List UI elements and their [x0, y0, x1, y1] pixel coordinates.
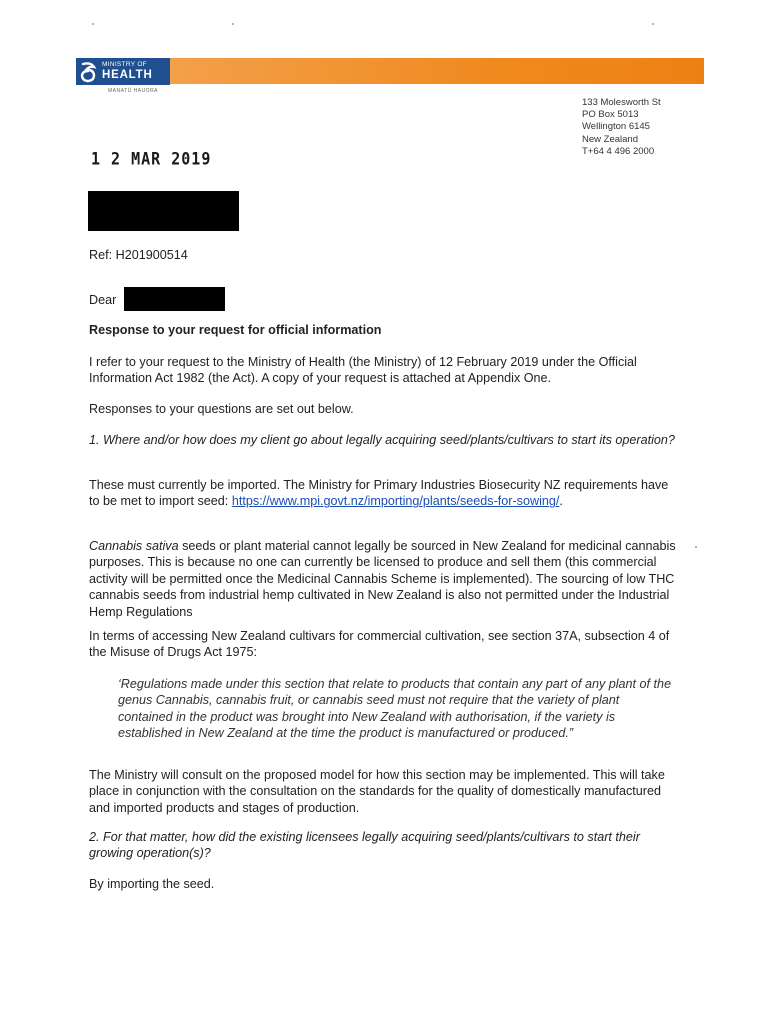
scan-speck [232, 23, 234, 25]
header-orange-band [170, 58, 704, 84]
address-line: Wellington 6145 [582, 121, 650, 133]
logo-subtitle: MANATŪ HAUORA [108, 88, 159, 94]
reference-number: Ref: H201900514 [89, 248, 188, 262]
paragraph-text: . [559, 494, 563, 509]
paragraph-responses: Responses to your questions are set out below. [89, 402, 354, 416]
address-line: PO Box 5013 [582, 109, 639, 121]
redacted-recipient-name [124, 287, 225, 311]
salutation: Dear [89, 293, 117, 307]
paragraph-answer-two: By importing the seed. [89, 877, 215, 891]
scan-speck [695, 546, 697, 548]
legislation-quote: ‘Regulations made under this section that relate to products that contain any part of any plant of the genus Cannabis, cannabis fruit, or cannabis seed must not require that the variety of plant contained in the product was brought into New Zealand with authorisation, if the variety is established in New Zealand at the time the product is manufactured or produced.” [118, 677, 672, 741]
scan-speck [652, 23, 654, 25]
species-name: Cannabis sativa [89, 539, 179, 553]
paragraph-text: These must currently be imported. The Ministry for Primary Industries Biosecurity NZ requirements have to be met to import seed: [89, 478, 669, 509]
paragraph-consultation: The Ministry will consult on the proposed model for how this section may be implemented. This will take place in conjunction with the consultation on the standards for the quality of domestically manufactured and imported products and stages of production. [89, 768, 665, 815]
scan-speck [92, 23, 94, 25]
redacted-recipient-block [88, 191, 239, 231]
paragraph-intro: I refer to your request to the Ministry of Health (the Ministry) of 12 February 2019 under the Official Information Act 1982 (the Act). A copy of your request is attached at Appendix One. [89, 355, 637, 386]
logo-wordmark [102, 62, 153, 81]
paragraph-cannabis-sativa [89, 538, 679, 620]
question-two: 2. For that matter, how did the existing licensees legally acquiring seed/plants/cultivars to start their growing operation(s)? [89, 830, 640, 861]
address-line: 133 Molesworth St [582, 97, 661, 108]
paragraph-import [89, 477, 679, 510]
logo-main-text: HEALTH [102, 68, 153, 81]
address-line: New Zealand [582, 133, 638, 145]
letter-subject: Response to your request for official information [89, 323, 382, 337]
paragraph-cultivars: In terms of accessing New Zealand cultivars for commercial cultivation, see section 37A, subsection 4 of the Misuse of Drugs Act 1975: [89, 629, 670, 660]
date-stamp: 1 2 MAR 2019 [91, 148, 212, 170]
question-one: 1. Where and/or how does my client go about legally acquiring seed/plants/cultivars to start its operation? [89, 433, 675, 447]
logo-top-text: MINISTRY OF [102, 61, 147, 68]
mpi-seeds-link[interactable]: https://www.mpi.govt.nz/importing/plants/seeds-for-sowing/ [231, 494, 560, 509]
ministry-emblem-icon [76, 58, 102, 85]
sender-address [582, 97, 661, 158]
paragraph-text: seeds or plant material cannot legally be sourced in New Zealand for medicinal cannabis purposes. This is because no one can currently be licensed to produce and sell them (this commercial activity will be permitted once the Medicinal Cannabis Scheme is implemented). The sourcing of low THC cannabis seeds from industrial hemp cultivated in New Zealand is also not permitted under the Industrial Hemp Regulations [89, 539, 676, 619]
address-line: T+64 4 496 2000 [582, 145, 655, 157]
ministry-logo [76, 58, 170, 85]
